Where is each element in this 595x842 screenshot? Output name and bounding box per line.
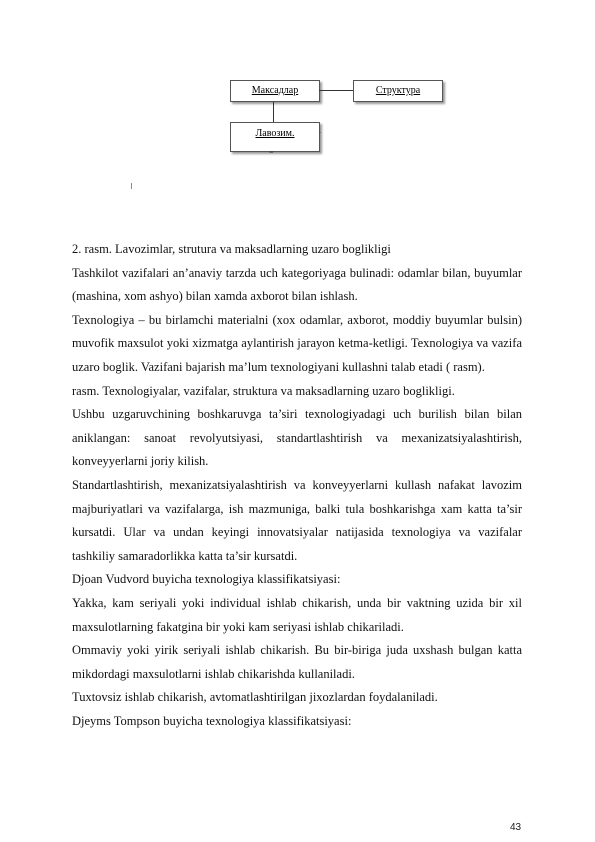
paragraph: Tashkilot vazifalari an’anaviy tarzda uch kategoriyaga bulinadi: odamlar bilan, buyumlar (mashina, xom ashyo) bilan xamda axborot bilan ishlash. <box>72 265 522 304</box>
stray-mark <box>131 183 132 189</box>
diagram-box-tasks-label: Лавозим. <box>255 128 295 139</box>
connector-goals-tasks <box>273 102 274 122</box>
diagram-box-goals-label: Максадлар <box>251 85 299 96</box>
figure-caption: rasm. Texnologiyalar, vazifalar, struktura va maksadlarning uzaro boglikligi. <box>72 383 455 398</box>
relationship-diagram <box>0 0 595 200</box>
paragraph: Tuxtovsiz ishlab chikarish, avtomatlashtirilgan jixozlardan foydalaniladi. <box>72 690 438 705</box>
diagram-box-tasks <box>230 122 320 152</box>
diagram-box-structure <box>353 80 443 102</box>
paragraph: Texnologiya – bu birlamchi materialni (xox odamlar, axborot, moddiy buyumlar bulsin) muvofik maxsulot yoki xizmatga aylantirish jarayon ketma-ketligi. Texnologiya va vazifa uzaro boglik. Vazifani bajarish ma’lum texnologiyani kullashni talab etadi ( rasm). <box>72 312 522 374</box>
paragraph: Djeyms Tompson buyicha texnologiya klassifikatsiyasi: <box>72 713 352 728</box>
paragraph: Yakka, kam seriyali yoki individual ishlab chikarish, unda bir vaktning uzida bir xil maxsulotlarning fakatgina bir yoki kam seriyasi ishlab chikariladi. <box>72 595 522 634</box>
paragraph: Djoan Vudvord buyicha texnologiya klassifikatsiyasi: <box>72 572 341 587</box>
diagram-mark-dot: . <box>319 126 321 135</box>
connector-goals-structure <box>319 90 353 91</box>
diagram-box-goals <box>230 80 320 102</box>
diagram-box-structure-label: Структура <box>375 85 421 96</box>
paragraph: Ushbu uzgaruvchining boshkaruvga ta’siri texnologiyadagi uch burilish bilan bilan aniklangan: sanoat revolyutsiyasi, standartlashtirish va mexanizatsiyalashtirish, konveyyerlarni joriy kilish. <box>72 407 522 469</box>
figure-caption-2: 2. rasm. Lavozimlar, strutura va maksadlarning uzaro boglikligi <box>72 242 391 256</box>
paragraph: Ommaviy yoki yirik seriyali ishlab chikarish. Bu bir-biriga juda uxshash bulgan katta mikdordagi maxsulotlarni ishlab chikarishda kullaniladi. <box>72 643 522 681</box>
page-number: 43 <box>510 822 522 833</box>
diagram-mark: = <box>269 148 274 157</box>
body-text <box>72 238 522 733</box>
paragraph: Standartlashtirish, mexanizatsiyalashtirish va konveyyerlarni kullash nafakat lavozim majburiyatlari va vazifalarga, ish mazmuniga, balki tula boshkarishga xam katta ta’sir kursatdi. Ular va undan keyingi innovatsiyalar natijasida texnologiya va vazifalar tashkiliy samaradorlikka katta ta’sir kursatdi. <box>72 477 522 563</box>
